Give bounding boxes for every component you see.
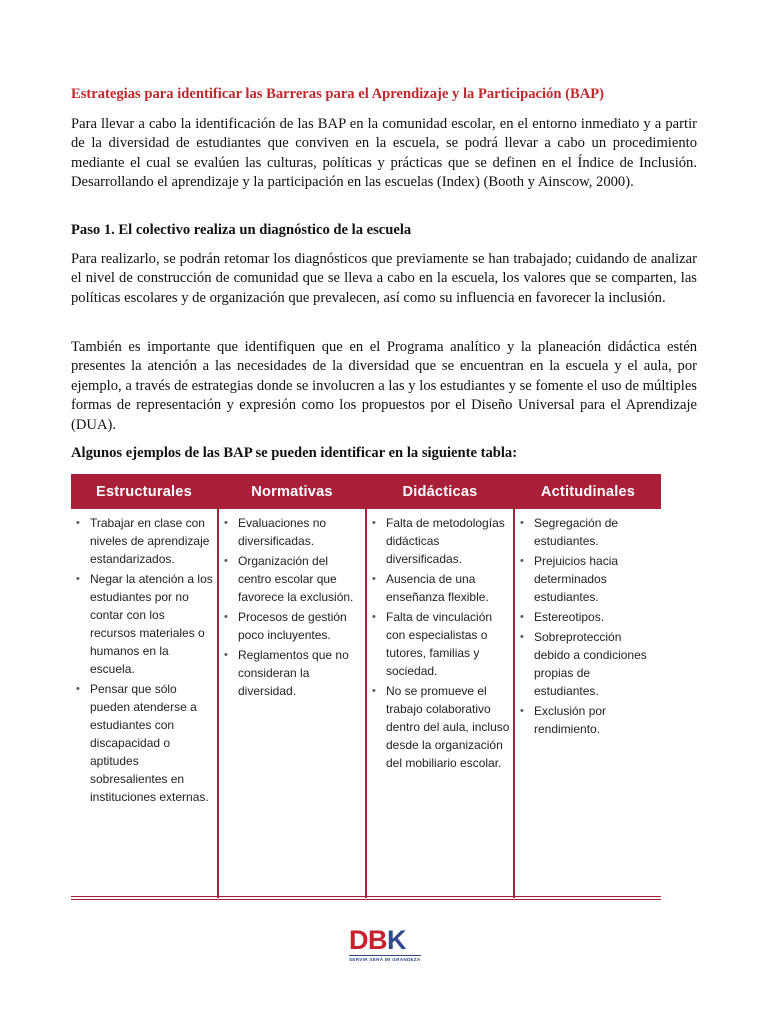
step1-heading: Paso 1. El colectivo realiza un diagnóstico de la escuela [71, 222, 412, 238]
list-item: • Trabajar en clase con niveles de aprendizaje estandarizados. [71, 514, 217, 568]
logo-letter-b: B [368, 925, 387, 955]
logo-letter-d: D [349, 925, 368, 955]
list-item: • Reglamentos que no consideran la diversidad. [219, 646, 365, 700]
step1-paragraph-2: También es importante que identifiquen que en el Programa analítico y la planeación didáctica estén presentes la atención a las necesidades de la diversidad que se encuentran en la escuela y el aula, por ejemplo, a través de estrategias donde se involucren a las y los estudiantes y se fomente el uso de múltiples formas de representación y expresión como los propuestos por el Diseño Universal para el Aprendizaje (DUA). [71, 339, 697, 433]
list-item: • Organización del centro escolar que favorece la exclusión. [219, 552, 365, 606]
list-item: • Sobreprotección debido a condiciones propias de estudiantes. [515, 628, 661, 700]
list-item: • Exclusión por rendimiento. [515, 702, 661, 738]
list-item: • Estereotipos. [515, 608, 661, 626]
logo-letter-k: K [387, 925, 406, 955]
list-item: • Falta de vinculación con especialistas o tutores, familias y sociedad. [367, 608, 513, 680]
column-header: Estructurales [71, 474, 217, 509]
document-title: Estrategias para identificar las Barreras para el Aprendizaje y la Participación (BAP) [71, 86, 605, 102]
logo-tagline: SERVIR SERÁ MI GRANDEZA [349, 957, 421, 962]
list-item: • Evaluaciones no diversificadas. [219, 514, 365, 550]
table-column-didacticas [367, 474, 513, 898]
column-header: Actitudinales [515, 474, 661, 509]
table-column-normativas [219, 474, 365, 898]
column-divider [365, 474, 367, 898]
intro-paragraph: Para llevar a cabo la identificación de las BAP en la comunidad escolar, en el entorno inmediato y a partir de la diversidad de estudiantes que conviven en la escuela, se podrá llevar a cabo un procedimiento mediante el cual se evalúen las culturas, políticas y prácticas que se definen en el Índice de Inclusión. Desarrollando el aprendizaje y la participación en las escuelas (Index) (Booth y Ainscow, 2000). [71, 116, 697, 191]
column-header: Didácticas [367, 474, 513, 509]
list-item: • No se promueve el trabajo colaborativo dentro del aula, incluso desde la organización del mobiliario escolar. [367, 682, 513, 772]
step1-paragraph: Para realizarlo, se podrán retomar los diagnósticos que previamente se han trabajado; cuidando de analizar el nivel de construcción de comunidad que se lleva a cabo en la escuela, los valores que se comparten, las políticas escolares y de organización que prevalecen, así como su influencia en favorecer la inclusión. [71, 251, 697, 306]
table-intro: Algunos ejemplos de las BAP se pueden identificar en la siguiente tabla: [71, 445, 518, 461]
column-list [515, 509, 661, 738]
column-list [71, 509, 217, 806]
column-divider [217, 474, 219, 898]
column-list [219, 509, 365, 700]
list-item: • Segregación de estudiantes. [515, 514, 661, 550]
table-bottom-rule [71, 896, 661, 897]
list-item: • Pensar que sólo pueden atenderse a estudiantes con discapacidad o aptitudes sobresalientes en instituciones externas. [71, 680, 217, 806]
list-item: • Falta de metodologías didácticas diversificadas. [367, 514, 513, 568]
column-list [367, 509, 513, 772]
column-divider [513, 474, 515, 898]
table-column-estructurales [71, 474, 217, 898]
column-header: Normativas [219, 474, 365, 509]
bap-table [71, 474, 661, 898]
logo-letters [349, 927, 421, 954]
list-item: • Negar la atención a los estudiantes por no contar con los recursos materiales o humanos en la escuela. [71, 570, 217, 678]
list-item: • Ausencia de una enseñanza flexible. [367, 570, 513, 606]
list-item: • Procesos de gestión poco incluyentes. [219, 608, 365, 644]
dbk-logo [349, 927, 421, 963]
list-item: • Prejuicios hacia determinados estudiantes. [515, 552, 661, 606]
table-bottom-rule [71, 899, 661, 900]
table-column-actitudinales [515, 474, 661, 898]
